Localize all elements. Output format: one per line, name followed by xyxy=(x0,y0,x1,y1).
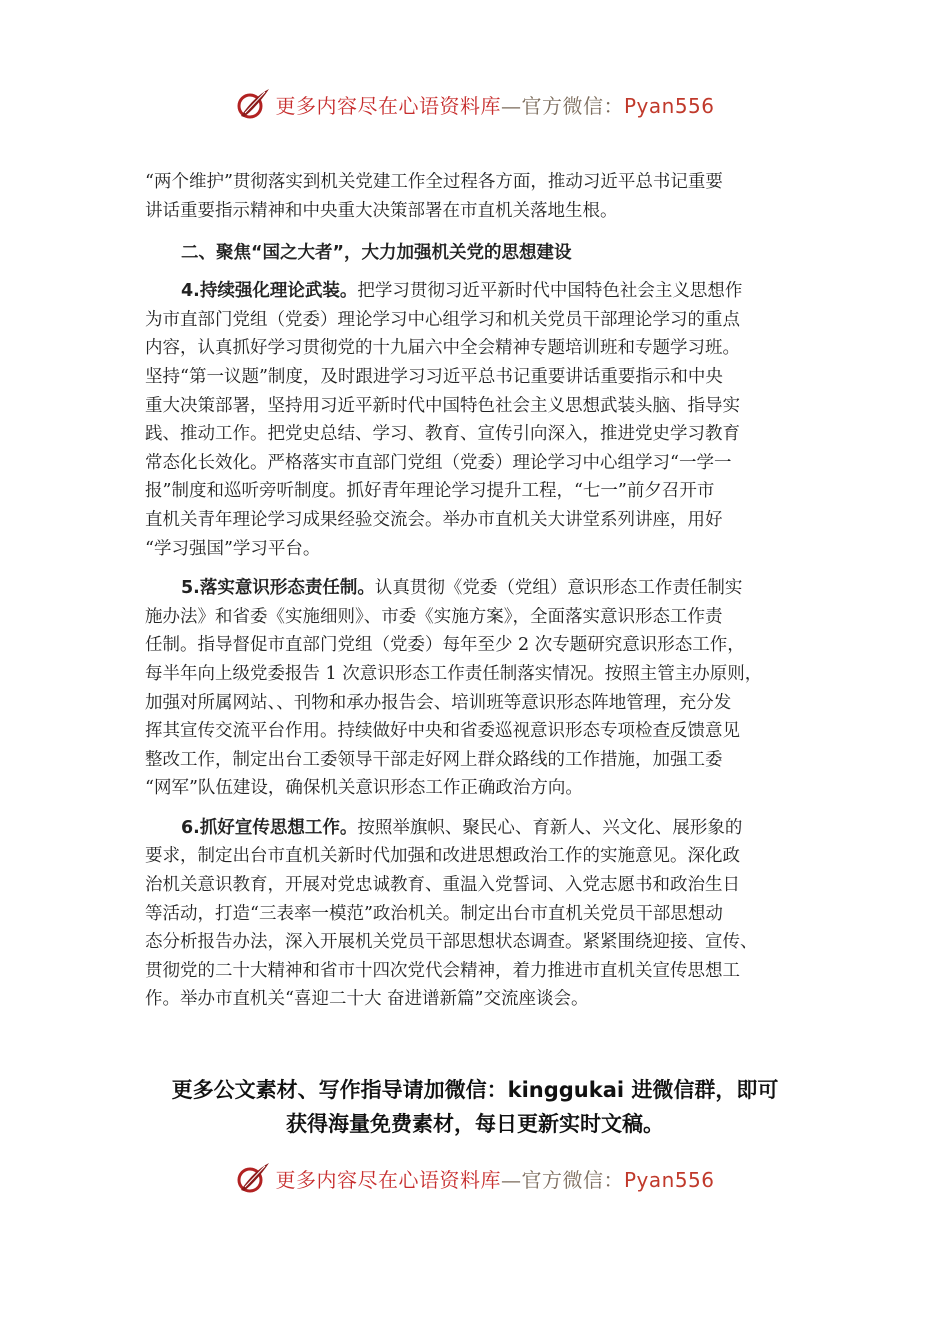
text-line: 重大决策部署，坚持用习近平新时代中国特色社会主义思想武装头脑、指导实 xyxy=(145,395,740,416)
item-lead: 5.落实意识形态责任制。 xyxy=(181,578,375,599)
text-line: 整改工作，制定出台工委领导干部走好网上群众路线的工作措施，加强工委 xyxy=(145,749,723,770)
text-line: “两个维护”贯彻落实到机关党建工作全过程各方面，推动习近平总书记重要 xyxy=(145,172,723,192)
text-line: 任制。指导督促市直部门党组（党委）每年至少 2 次专题研究意识形态工作， xyxy=(145,635,745,656)
text-line: 报”制度和巡听旁听制度。抓好青年理论学习提升工程，“七一”前夕召开市 xyxy=(145,481,715,502)
text-line: 内容，认真抓好学习贯彻党的十九届六中全会精神专题培训班和专题学习班。 xyxy=(145,338,740,359)
text-line: 6.抓好宣传思想工作。按照举旗帜、聚民心、育新人、兴文化、展形象的 xyxy=(181,817,743,838)
text-line: 常态化长效化。严格落实市直部门党组（党委）理论学习中心组学习“一学一 xyxy=(145,452,732,473)
header-banner xyxy=(0,82,950,126)
text-line: 每半年向上级党委报告 1 次意识形态工作责任制落实情况。按照主管主办原则， xyxy=(145,663,763,684)
promo-block xyxy=(0,1073,950,1141)
text-line: 作。举办市直机关“喜迎二十大 奋进谱新篇”交流座谈会。 xyxy=(145,989,589,1010)
quill-logo-icon xyxy=(235,1160,271,1196)
quill-logo-icon xyxy=(235,86,271,122)
text-line: 施办法》和省委《实施细则》、市委《实施方案》，全面落实意识形态工作责 xyxy=(145,606,723,627)
promo-line-2: 获得海量免费素材，每日更新实时文稿。 xyxy=(286,1112,664,1136)
footer-banner xyxy=(0,1156,950,1200)
document-body xyxy=(145,168,815,1014)
item-lead: 6.抓好宣传思想工作。 xyxy=(181,817,358,838)
text-line: 贯彻党的二十大精神和省市十四次党代会精神，着力推进市直机关宣传思想工 xyxy=(145,960,740,981)
text-line: 治机关意识教育，开展对党忠诚教育、重温入党誓词、入党志愿书和政治生日 xyxy=(145,875,740,896)
text-line: 直机关青年理论学习成果经验交流会。举办市直机关大讲堂系列讲座，用好 xyxy=(145,509,723,530)
text-line: “网军”队伍建设，确保机关意识形态工作正确政治方向。 xyxy=(145,778,583,799)
section-heading: 二、聚焦“国之大者”，大力加强机关党的思想建设 xyxy=(181,243,572,264)
text-line: 5.落实意识形态责任制。认真贯彻《党委（党组）意识形态工作责任制实 xyxy=(181,578,743,599)
banner-text: 更多内容尽在心语资料库—官方微信：Pyan556 xyxy=(275,1167,715,1192)
item-6-paragraph xyxy=(145,814,815,1014)
text-line: 等活动，打造“三表率一模范”政治机关。制定出台市直机关党员干部思想动 xyxy=(145,903,723,924)
text-line: 为市直部门党组（党委）理论学习中心组学习和机关党员干部理论学习的重点 xyxy=(145,309,740,330)
item-5-paragraph xyxy=(145,574,815,803)
item-lead: 4.持续强化理论武装。 xyxy=(181,281,358,302)
text-line: 要求，制定出台市直机关新时代加强和改进思想政治工作的实施意见。深化政 xyxy=(145,846,740,867)
banner-text: 更多内容尽在心语资料库—官方微信：Pyan556 xyxy=(275,93,715,118)
promo-line-1: 更多公文素材、写作指导请加微信：kinggukai 进微信群，即可 xyxy=(171,1078,779,1102)
item-4-paragraph xyxy=(145,277,815,563)
text-line: 态分析报告办法，深入开展机关党员干部思想状态调查。紧紧围绕迎接、宣传、 xyxy=(145,932,758,953)
text-line: “学习强国”学习平台。 xyxy=(145,538,321,559)
text-line: 加强对所属网站、、刊物和承办报告会、培训班等意识形态阵地管理，充分发 xyxy=(145,692,732,713)
text-line: 4.持续强化理论武装。把学习贯彻习近平新时代中国特色社会主义思想作 xyxy=(181,281,743,302)
text-line: 践、推动工作。把党史总结、学习、教育、宣传引向深入，推进党史学习教育 xyxy=(145,424,740,445)
intro-paragraph xyxy=(145,168,815,225)
text-line: 挥其宣传交流平台作用。持续做好中央和省委巡视意识形态专项检查反馈意见 xyxy=(145,721,740,742)
text-line: 讲话重要指示精神和中央重大决策部署在市直机关落地生根。 xyxy=(145,200,618,221)
text-line: 坚持“第一议题”制度，及时跟进学习习近平总书记重要讲话重要指示和中央 xyxy=(145,366,723,387)
